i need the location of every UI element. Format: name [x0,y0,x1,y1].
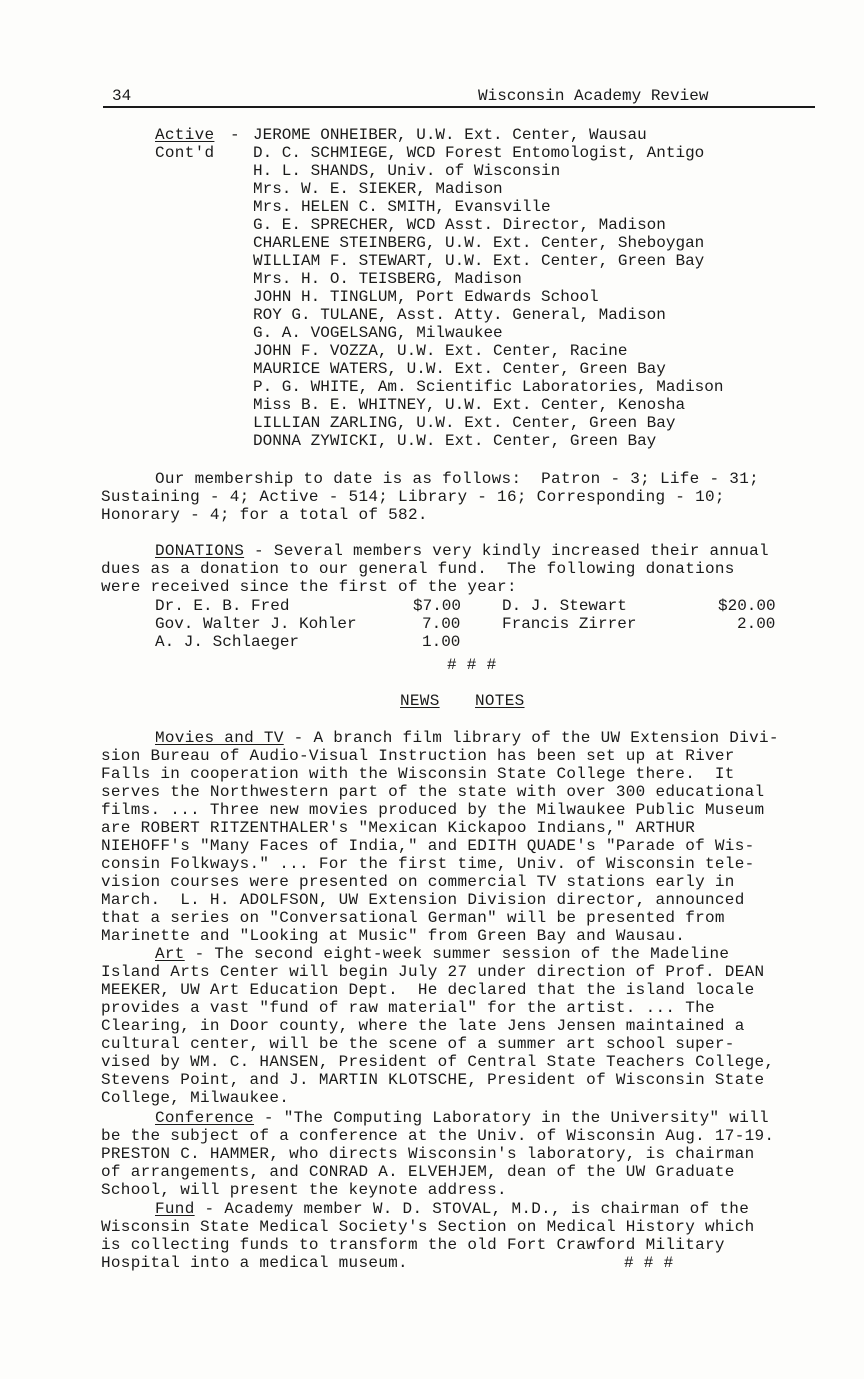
conference-label: Conference [155,1109,255,1127]
news-text: Stevens Point, and J. MARTIN KLOTSCHE, President of Wisconsin State [101,1071,765,1089]
news-text: - Academy member W. D. STOVAL, M.D., is chairman of the [194,1200,750,1218]
news-heading-notes: NOTES [475,692,525,710]
news-heading-news: NEWS [400,692,440,710]
news-text: are ROBERT RITZENTHALER's "Mexican Kickapoo Indians," ARTHUR [101,819,696,837]
page-number: 34 [112,87,132,105]
member-entry: H. L. SHANDS, Univ. of Wisconsin [253,162,561,180]
donor-amount: $7.00 [413,597,462,615]
member-entry: D. C. SCHMIEGE, WCD Forest Entomologist, Antigo [253,144,705,162]
news-text: sion Bureau of Audio-Visual Instruction has been set up at River [101,747,735,765]
member-entry: ROY G. TULANE, Asst. Atty. General, Madison [253,306,666,324]
member-entry: Mrs. W. E. SIEKER, Madison [253,180,503,198]
member-entry: JOHN F. VOZZA, U.W. Ext. Center, Racine [253,342,628,360]
active-label: Active [155,126,215,144]
journal-title: Wisconsin Academy Review [478,87,709,105]
news-text: be the subject of a conference at the Univ. of Wisconsin Aug. 17-19. [101,1127,775,1145]
news-text: vision courses were presented on commercial TV stations early in [101,873,735,891]
news-text: - The second eight-week summer session of the Madeline [184,945,730,963]
conference-first-line [155,1109,769,1127]
donations-text: - Several members very kindly increased their annual [244,542,769,560]
donor-name: Francis Zirrer [502,615,637,633]
donor-amount: 2.00 [737,615,776,633]
member-entry: P. G. WHITE, Am. Scientific Laboratories, Madison [253,378,724,396]
news-text: College, Milwaukee. [101,1089,290,1107]
member-entry: LILLIAN ZARLING, U.W. Ext. Center, Green Bay [253,414,676,432]
news-text: - A branch film library of the UW Extension Divi- [283,729,779,747]
news-text: that a series on "Conversational German" will be presented from [101,909,725,927]
donor-name: Gov. Walter J. Kohler [155,615,357,633]
news-text: Falls in cooperation with the Wisconsin State College there. It [101,765,735,783]
news-text: School, will present the keynote address. [101,1181,507,1199]
news-text: Clearing, in Door county, where the late Jens Jensen maintained a [101,1017,745,1035]
news-text: Hospital into a medical museum. [101,1254,408,1272]
movies-label: Movies and TV [155,729,284,747]
member-entry: MAURICE WATERS, U.W. Ext. Center, Green Bay [253,360,666,378]
donor-amount: 1.00 [422,633,461,651]
art-first-line [155,945,729,963]
member-entry: Mrs. HELEN C. SMITH, Evansville [253,198,551,216]
donations-text: dues as a donation to our general fund. The following donations [101,560,735,578]
section-separator: # # # [447,656,497,674]
news-text: NIEHOFF's "Many Faces of India," and EDITH QUADE's "Parade of Wis- [101,837,755,855]
news-text: - "The Computing Laboratory in the University" will [254,1109,769,1127]
member-entry: Mrs. H. O. TEISBERG, Madison [253,270,522,288]
news-text: PRESTON C. HAMMER, who directs Wisconsin's laboratory, is chairman [101,1145,755,1163]
movies-first-line [155,729,779,747]
donations-heading: DONATIONS [155,542,245,560]
donor-name: D. J. Stewart [502,597,627,615]
news-text: films. ... Three new movies produced by the Milwaukee Public Museum [101,801,765,819]
donor-name: Dr. E. B. Fred [155,597,290,615]
donations-text: were received since the first of the year: [101,578,517,596]
member-entry: JOHN H. TINGLUM, Port Edwards School [253,288,599,306]
fund-first-line [155,1200,749,1218]
membership-line: Sustaining - 4; Active - 514; Library - 16; Corresponding - 10; [101,488,725,506]
news-text: vised by WM. C. HANSEN, President of Central State Teachers College, [101,1053,775,1071]
art-label: Art [155,945,185,963]
news-text: March. L. H. ADOLFSON, UW Extension Division director, announced [101,891,745,909]
news-text: cultural center, will be the scene of a summer art school super- [101,1035,735,1053]
membership-line: Honorary - 4; for a total of 582. [101,506,428,524]
news-text: Wisconsin State Medical Society's Section on Medical History which [101,1218,755,1236]
member-entry: DONNA ZYWICKI, U.W. Ext. Center, Green Bay [253,432,657,450]
membership-line: Our membership to date is as follows: Patron - 3; Life - 31; [155,470,759,488]
news-text: Island Arts Center will begin July 27 under direction of Prof. DEAN [101,963,765,981]
donor-amount: $20.00 [718,597,776,615]
news-text: of arrangements, and CONRAD A. ELVEHJEM, dean of the UW Graduate [101,1163,735,1181]
active-dash: - [230,126,240,144]
fund-label: Fund [155,1200,195,1218]
donor-name: A. J. Schlaeger [155,633,300,651]
header-rule [103,106,815,108]
end-separator: # # # [624,1254,674,1272]
active-contd: Cont'd [155,144,215,162]
news-text: MEEKER, UW Art Education Dept. He declared that the island locale [101,981,755,999]
news-text: Marinette and "Looking at Music" from Green Bay and Wausau. [101,927,686,945]
news-text: is collecting funds to transform the old Fort Crawford Military [101,1236,725,1254]
member-entry: G. A. VOGELSANG, Milwaukee [253,324,503,342]
news-text: consin Folkways." ... For the first time, Univ. of Wisconsin tele- [101,855,755,873]
donations-first-line [155,542,769,560]
donor-amount: 7.00 [422,615,461,633]
member-entry: WILLIAM F. STEWART, U.W. Ext. Center, Green Bay [253,252,705,270]
news-text: provides a vast "fund of raw material" for the artist. ... The [101,999,715,1017]
member-entry: JEROME ONHEIBER, U.W. Ext. Center, Wausau [253,126,647,144]
member-entry: Miss B. E. WHITNEY, U.W. Ext. Center, Kenosha [253,396,686,414]
member-entry: G. E. SPRECHER, WCD Asst. Director, Madison [253,216,666,234]
news-text: serves the Northwestern part of the state with over 300 educational [101,783,765,801]
member-entry: CHARLENE STEINBERG, U.W. Ext. Center, Sheboygan [253,234,705,252]
